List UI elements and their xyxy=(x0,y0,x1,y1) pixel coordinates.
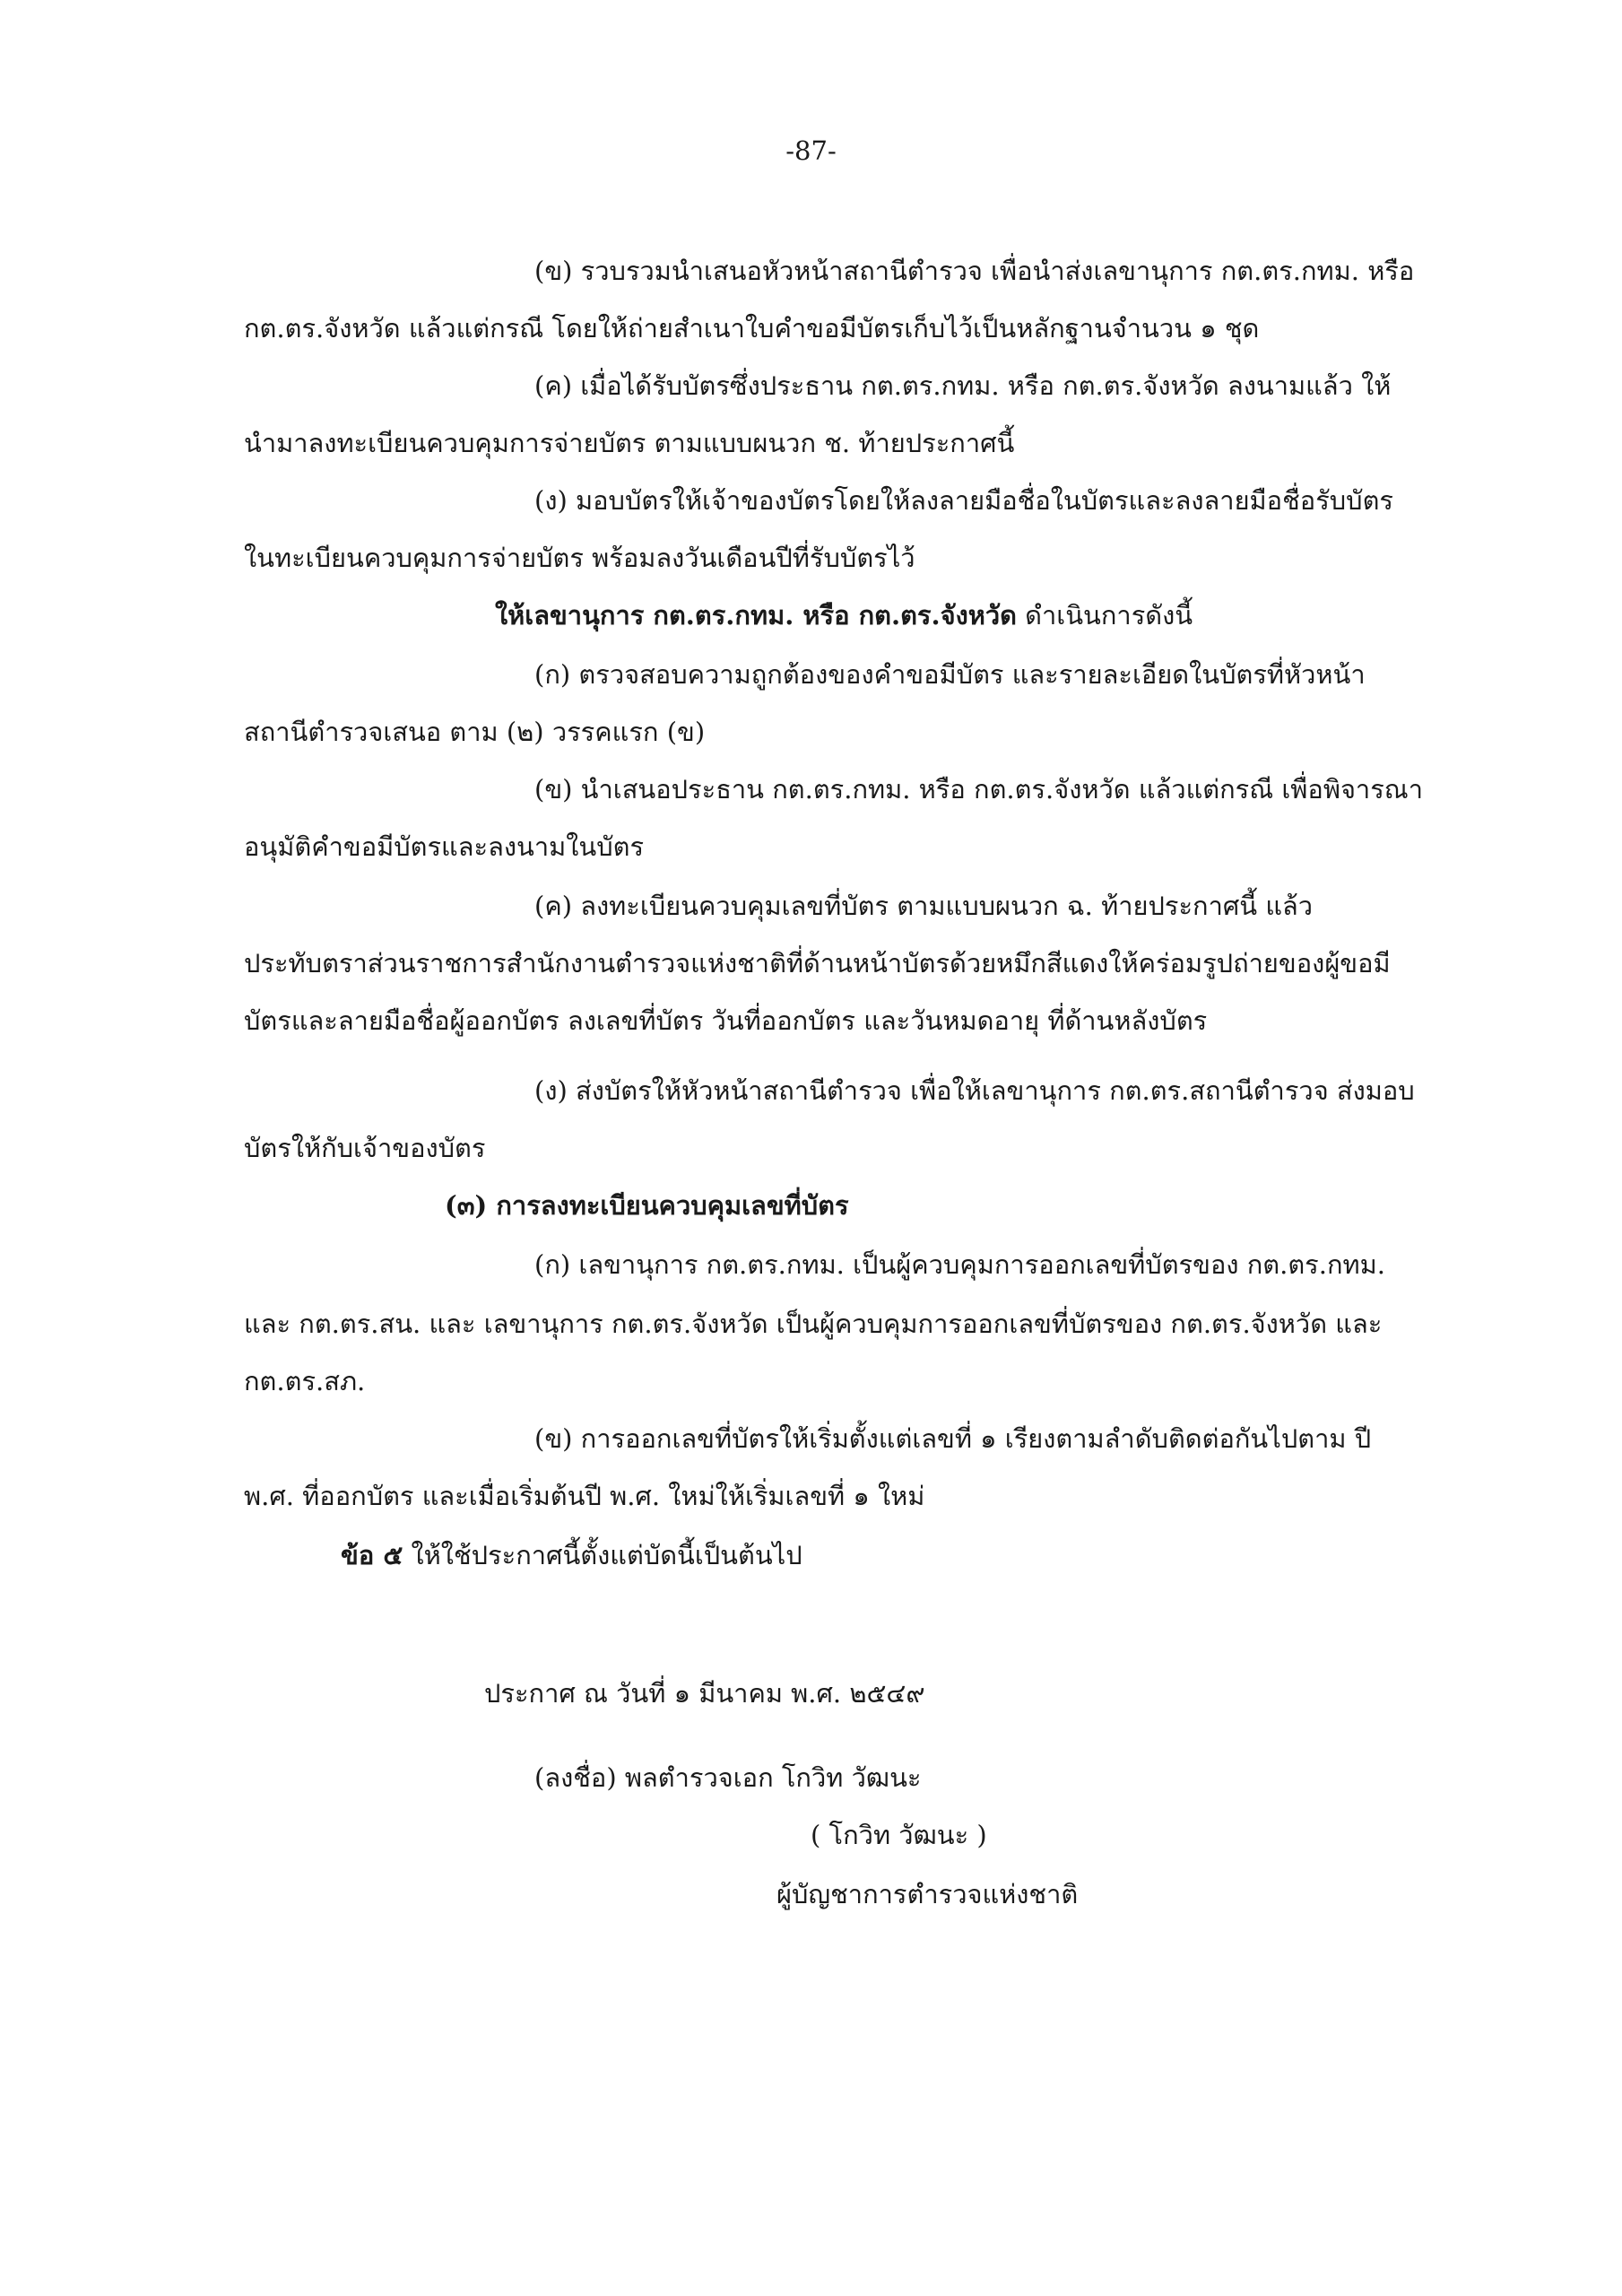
paragraph-line: ในทะเบียนควบคุมการจ่ายบัตร พร้อมลงวันเดือนปีที่รับบัตรไว้ xyxy=(244,543,915,573)
paragraph-line: นำมาลงทะเบียนควบคุมการจ่ายบัตร ตามแบบผนวก ช. ท้ายประกาศนี้ xyxy=(244,428,1015,458)
paragraph-line: (ง) ส่งบัตรให้หัวหน้าสถานีตำรวจ เพื่อให้เลขานุการ กต.ตร.สถานีตำรวจ ส่งมอบ xyxy=(534,1075,1415,1106)
paragraph-line: กต.ตร.จังหวัด แล้วแต่กรณี โดยให้ถ่ายสำเนาใบคำขอมีบัตรเก็บไว้เป็นหลักฐานจำนวน ๑ ชุด xyxy=(244,313,1260,344)
subsection-heading: (๓) การลงทะเบียนควบคุมเลขที่บัตร xyxy=(445,1190,849,1221)
paragraph-line: บัตรให้กับเจ้าของบัตร xyxy=(244,1133,486,1163)
paragraph-line: อนุมัติคำขอมีบัตรและลงนามในบัตร xyxy=(244,831,645,862)
clause-5-number: ข้อ ๕ xyxy=(341,1540,403,1570)
paragraph-line: (ค) เมื่อได้รับบัตรซึ่งประธาน กต.ตร.กทม. หรือ กต.ตร.จังหวัด ลงนามแล้ว ให้ xyxy=(534,370,1392,401)
paragraph-line: พ.ศ. ที่ออกบัตร และเมื่อเริ่มต้นปี พ.ศ. ใหม่ให้เริ่มเลขที่ ๑ ใหม่ xyxy=(244,1481,925,1511)
section-heading-bold: ให้เลขานุการ กต.ตร.กทม. หรือ กต.ตร.จังหวัด xyxy=(495,600,1017,631)
paragraph-line: (ก) ตรวจสอบความถูกต้องของคำขอมีบัตร และรายละเอียดในบัตรที่หัวหน้า xyxy=(534,659,1366,690)
paragraph-line: และ กต.ตร.สน. และ เลขานุการ กต.ตร.จังหวัด เป็นผู้ควบคุมการออกเลขที่บัตรของ กต.ตร.จังหวัด และ xyxy=(244,1309,1383,1339)
clause-5 xyxy=(341,1537,802,1573)
section-heading-rest: ดำเนินการดังนี้ xyxy=(1016,600,1193,631)
paragraph-line: (ข) การออกเลขที่บัตรให้เริ่มตั้งแต่เลขที่ ๑ เรียงตามลำดับติดต่อกันไปตาม ปี xyxy=(534,1423,1372,1454)
paragraph-line: (ข) รวบรวมนำเสนอหัวหน้าสถานีตำรวจ เพื่อนำส่งเลขานุการ กต.ตร.กทม. หรือ xyxy=(534,256,1415,286)
paragraph-line: (ก) เลขานุการ กต.ตร.กทม. เป็นผู้ควบคุมการออกเลขที่บัตรของ กต.ตร.กทม. xyxy=(534,1249,1385,1280)
page-number: -87- xyxy=(785,135,837,166)
paragraph-line: (ข) นำเสนอประธาน กต.ตร.กทม. หรือ กต.ตร.จังหวัด แล้วแต่กรณี เพื่อพิจารณา xyxy=(534,774,1423,804)
paragraph-line: กต.ตร.สภ. xyxy=(244,1366,366,1396)
section-heading xyxy=(495,597,1193,633)
paragraph-line: (ค) ลงทะเบียนควบคุมเลขที่บัตร ตามแบบผนวก ฉ. ท้ายประกาศนี้ แล้ว xyxy=(534,891,1314,921)
paragraph-line: (ง) มอบบัตรให้เจ้าของบัตรโดยให้ลงลายมือชื่อในบัตรและลงลายมือชื่อรับบัตร xyxy=(534,485,1393,516)
announcement-date: ประกาศ ณ วันที่ ๑ มีนาคม พ.ศ. ๒๕๔๙ xyxy=(484,1678,925,1709)
paragraph-line: บัตรและลายมือชื่อผู้ออกบัตร ลงเลขที่บัตร วันที่ออกบัตร และวันหมดอายุ ที่ด้านหลังบัตร xyxy=(244,1005,1208,1036)
paragraph-line: สถานีตำรวจเสนอ ตาม (๒) วรรคแรก (ข) xyxy=(244,717,706,747)
signer-name: ( โกวิท วัฒนะ ) xyxy=(811,1820,987,1850)
signature-line: (ลงชื่อ) พลตำรวจเอก โกวิท วัฒนะ xyxy=(534,1762,922,1793)
signer-position: ผู้บัญชาการตำรวจแห่งชาติ xyxy=(776,1879,1079,1909)
clause-5-text: ให้ใช้ประกาศนี้ตั้งแต่บัดนี้เป็นต้นไป xyxy=(403,1540,802,1570)
paragraph-line: ประทับตราส่วนราชการสำนักงานตำรวจแห่งชาติที่ด้านหน้าบัตรด้วยหมึกสีแดงให้คร่อมรูปถ่ายของผู้ขอมี xyxy=(244,948,1391,978)
